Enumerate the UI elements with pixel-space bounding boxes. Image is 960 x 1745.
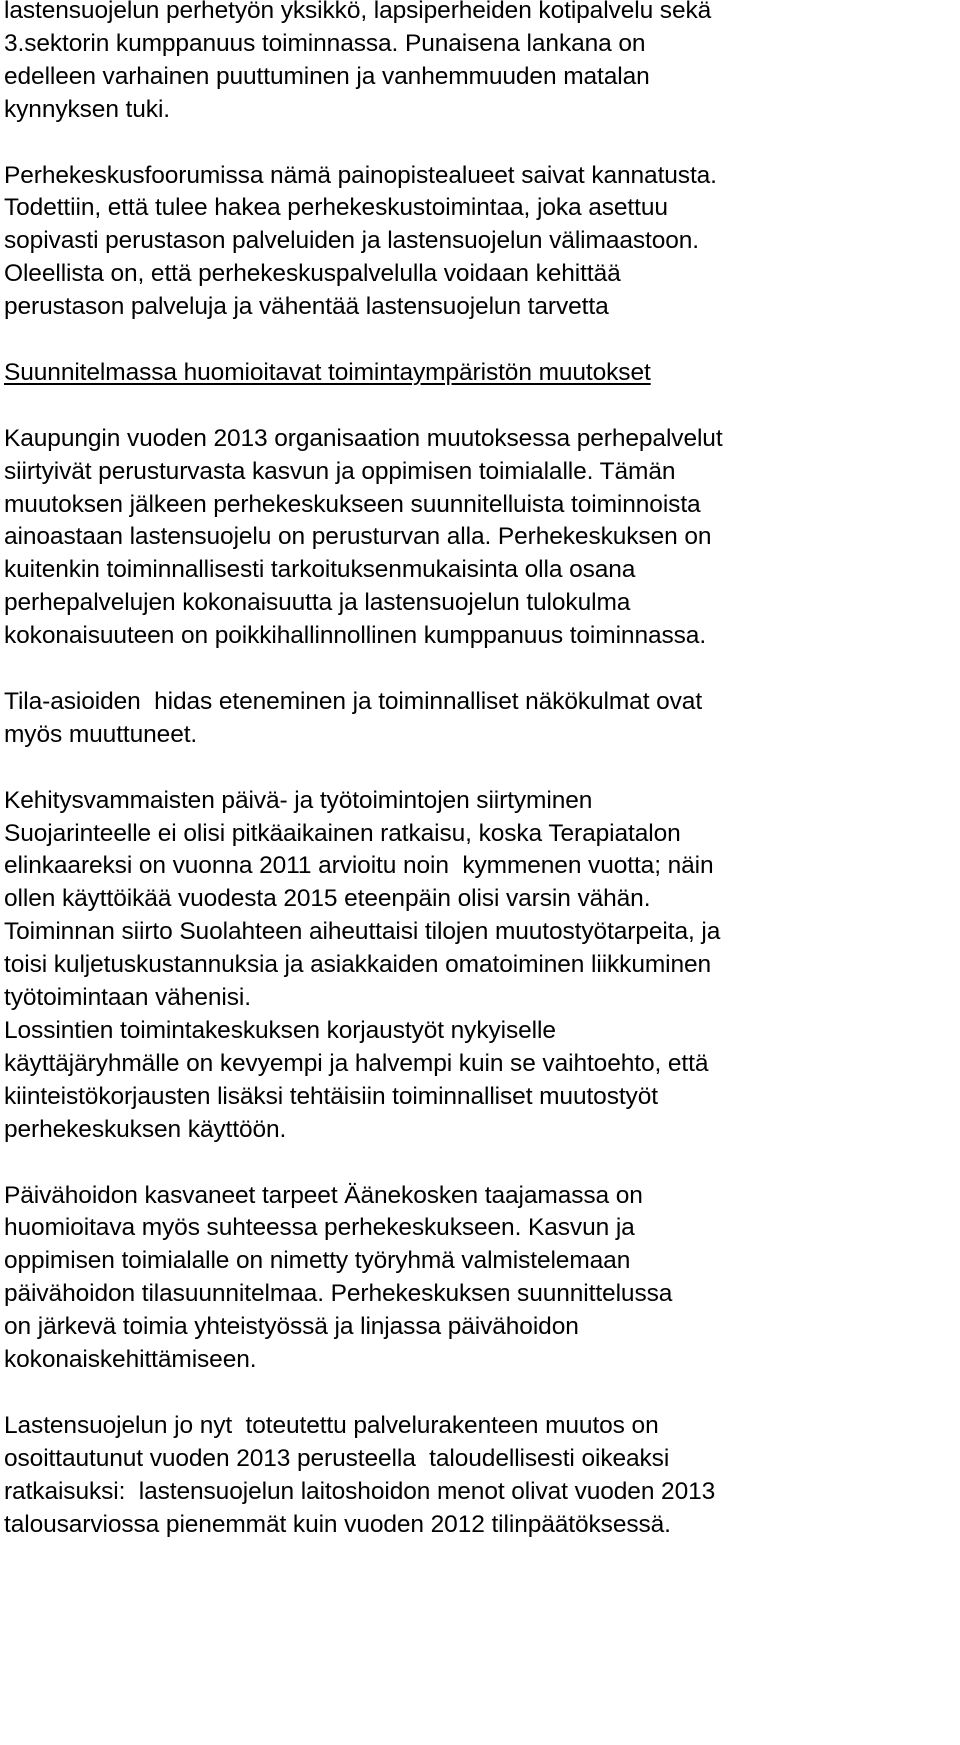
text-line: sopivasti perustason palveluiden ja lastensuojelun välimaastoon. (4, 227, 700, 255)
paragraph-spacer (0, 653, 960, 686)
text-line: kiinteistökorjausten lisäksi tehtäisiin toiminnalliset muutostyöt (4, 1082, 658, 1110)
text-line: Kaupungin vuoden 2013 organisaation muutoksessa perhepalvelut (4, 424, 723, 452)
text-line: kynnyksen tuki. (4, 95, 170, 123)
paragraph-family-center-forum (0, 160, 960, 325)
text-line: perustason palveluja ja vähentää lastensuojelun tarvetta (4, 293, 609, 321)
text-line: Todettiin, että tulee hakea perhekeskustoimintaa, joka asettuu (4, 194, 668, 222)
text-line: oppimisen toimialalle on nimetty työryhmä valmistelemaan (4, 1247, 631, 1275)
paragraph-facilities (0, 686, 960, 752)
text-line: ainoastaan lastensuojelu on perusturvan alla. Perhekeskuksen on (4, 523, 712, 551)
text-line: kokonaiskehittämiseen. (4, 1346, 257, 1374)
text-line: Lastensuojelun jo nyt toteutettu palvelurakenteen muutos on (4, 1411, 659, 1439)
text-line: talousarviossa pienemmät kuin vuoden 2012 tilinpäätöksessä. (4, 1510, 671, 1538)
text-line: kokonaisuuteen on poikkihallinnollinen kumppanuus toiminnassa. (4, 622, 707, 650)
text-line: 3.sektorin kumppanuus toiminnassa. Punaisena lankana on (4, 29, 646, 57)
paragraph-spacer (0, 752, 960, 785)
text-line: on järkevä toimia yhteistyössä ja linjassa päivähoidon (4, 1313, 579, 1341)
paragraph-spacer (0, 324, 960, 357)
paragraph-spacer (0, 1377, 960, 1410)
text-line: ratkaisuksi: lastensuojelun laitoshoidon menot olivat vuoden 2013 (4, 1477, 716, 1505)
text-line: päivähoidon tilasuunnitelmaa. Perhekeskuksen suunnittelussa (4, 1280, 673, 1308)
text-line: Oleellista on, että perhekeskuspalvelulla voidaan kehittää (4, 260, 621, 288)
paragraph-disability-services (0, 785, 960, 1147)
text-line: perhepalvelujen kokonaisuutta ja lastensuojelun tulokulma (4, 589, 631, 617)
text-line: elinkaareksi on vuonna 2011 arvioitu noin kymmenen vuotta; näin (4, 852, 714, 880)
section-heading-text: Suunnitelmassa huomioitavat toimintaympäristön muutokset (4, 358, 651, 386)
text-line: Kehitysvammaisten päivä- ja työtoimintojen siirtyminen (4, 786, 593, 814)
text-line: myös muuttuneet. (4, 720, 198, 748)
text-line: toisi kuljetuskustannuksia ja asiakkaiden omatoiminen liikkuminen (4, 951, 712, 979)
text-line: Perhekeskusfoorumissa nämä painopistealueet saivat kannatusta. (4, 161, 717, 189)
text-line: Suojarinteelle ei olisi pitkäaikainen ratkaisu, koska Terapiatalon (4, 819, 681, 847)
text-line: lastensuojelun perhetyön yksikkö, lapsiperheiden kotipalvelu sekä (4, 0, 712, 24)
text-line: kuitenkin toiminnallisesti tarkoituksenmukaisinta olla osana (4, 556, 636, 584)
text-line: Toiminnan siirto Suolahteen aiheuttaisi tilojen muutostyötarpeita, ja (4, 918, 721, 946)
paragraph-spacer (0, 127, 960, 160)
paragraph-daycare (0, 1180, 960, 1377)
text-line: edelleen varhainen puuttuminen ja vanhemmuuden matalan (4, 62, 650, 90)
text-line: työtoimintaan vähenisi. (4, 984, 251, 1012)
text-line: Tila-asioiden hidas eteneminen ja toiminnalliset näkökulmat ovat (4, 687, 703, 715)
paragraph-child-welfare-results (0, 1410, 960, 1542)
text-line: käyttäjäryhmälle on kevyempi ja halvempi kuin se vaihtoehto, että (4, 1049, 709, 1077)
paragraph-family-services-intro (0, 0, 960, 127)
text-line: osoittautunut vuoden 2013 perusteella taloudellisesti oikeaksi (4, 1444, 670, 1472)
section-heading (0, 357, 960, 390)
text-line: ollen käyttöikää vuodesta 2015 eteenpäin olisi varsin vähän. (4, 885, 651, 913)
paragraph-spacer (0, 1147, 960, 1180)
text-line: Päivähoidon kasvaneet tarpeet Äänekosken taajamassa on (4, 1181, 643, 1209)
paragraph-spacer (0, 390, 960, 423)
text-line: huomioitava myös suhteessa perhekeskukseen. Kasvun ja (4, 1214, 635, 1242)
text-line: Lossintien toimintakeskuksen korjaustyöt nykyiselle (4, 1017, 556, 1045)
text-line: perhekeskuksen käyttöön. (4, 1115, 287, 1143)
text-line: siirtyivät perusturvasta kasvun ja oppimisen toimialalle. Tämän (4, 457, 676, 485)
paragraph-organization-change (0, 423, 960, 653)
text-line: muutoksen jälkeen perhekeskukseen suunnitelluista toiminnoista (4, 490, 701, 518)
